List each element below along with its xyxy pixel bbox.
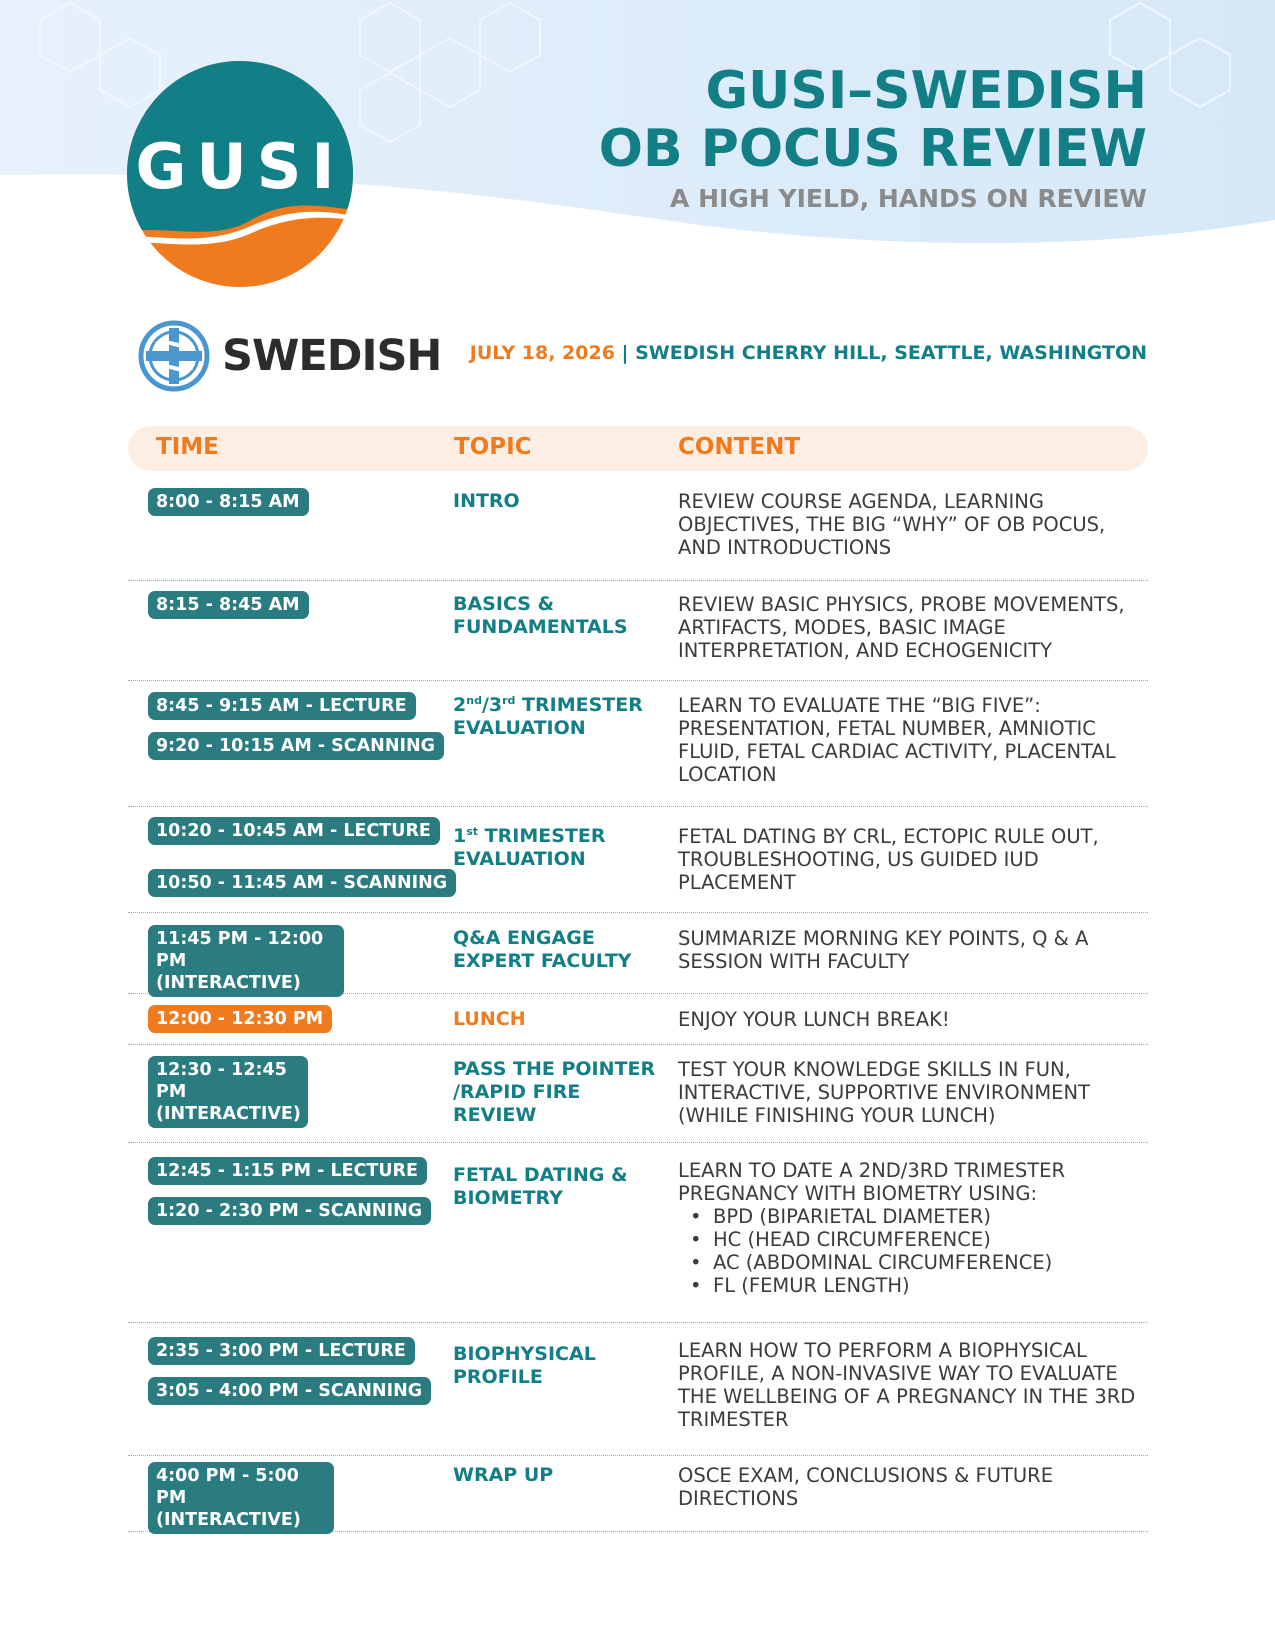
time-cell — [148, 1337, 431, 1405]
table-row — [128, 1157, 1148, 1323]
topic-cell: BIOPHYSICAL PROFILE — [453, 1343, 596, 1388]
topic-part: TRIMESTER EVALUATION — [453, 694, 643, 739]
table-row — [128, 925, 1148, 994]
time-cell — [148, 1157, 431, 1225]
biometry-list — [678, 1205, 1148, 1297]
table-row — [128, 1337, 1148, 1456]
gusi-logo-text: GUSI — [135, 130, 345, 203]
time-cell — [148, 1005, 332, 1033]
topic-superscript: nd — [466, 694, 482, 707]
event-info — [470, 342, 1147, 364]
table-header-row — [128, 426, 1148, 471]
content-cell: ENJOY YOUR LUNCH BREAK! — [678, 1008, 950, 1031]
topic-cell: Q&A ENGAGE EXPERT FACULTY — [453, 927, 632, 972]
topic-cell: PASS THE POINTER /RAPID FIRE REVIEW — [453, 1058, 656, 1126]
content-cell: TEST YOUR KNOWLEDGE SKILLS IN FUN, INTERACTIVE, SUPPORTIVE ENVIRONMENT (WHILE FINISHING YOUR LUNCH) — [678, 1058, 1090, 1127]
time-pill: 11:45 PM - 12:00 PM (INTERACTIVE) — [148, 925, 344, 997]
column-header-topic: TOPIC — [454, 434, 532, 460]
column-header-time: TIME — [156, 434, 219, 460]
table-row — [128, 591, 1148, 681]
topic-cell: INTRO — [453, 490, 520, 512]
title-line-1: GUSI–SWEDISH — [705, 61, 1147, 121]
list-item: • BPD (BIPARIETAL DIAMETER) — [678, 1205, 1148, 1228]
time-cell — [148, 925, 344, 997]
time-pill-scanning: 1:20 - 2:30 PM - SCANNING — [148, 1197, 431, 1225]
subtitle: A HIGH YIELD, HANDS ON REVIEW — [670, 184, 1147, 213]
content-cell — [678, 1159, 1148, 1297]
topic-part: TRIMESTER EVALUATION — [453, 825, 606, 870]
table-row — [128, 1056, 1148, 1143]
topic-superscript: st — [466, 825, 479, 838]
time-pill-scanning: 9:20 - 10:15 AM - SCANNING — [148, 732, 444, 760]
time-cell — [148, 591, 309, 619]
time-pill: 12:00 - 12:30 PM — [148, 1005, 332, 1033]
list-item: • FL (FEMUR LENGTH) — [678, 1274, 1148, 1297]
time-pill-lecture: 10:20 - 10:45 AM - LECTURE — [148, 817, 440, 845]
content-cell: FETAL DATING BY CRL, ECTOPIC RULE OUT, TROUBLESHOOTING, US GUIDED IUD PLACEMENT — [678, 825, 1099, 894]
time-pill: 8:00 - 8:15 AM — [148, 488, 309, 516]
time-pill-scanning: 3:05 - 4:00 PM - SCANNING — [148, 1377, 431, 1405]
topic-superscript: rd — [502, 694, 516, 707]
content-cell: LEARN TO EVALUATE THE “BIG FIVE”: PRESENTATION, FETAL NUMBER, AMNIOTIC FLUID, FETAL CARDIAC ACTIVITY, PLACENTAL LOCATION — [678, 694, 1116, 786]
topic-part: 1 — [453, 825, 467, 847]
event-location: SWEDISH CHERRY HILL, SEATTLE, WASHINGTON — [635, 342, 1147, 364]
time-pill: 4:00 PM - 5:00 PM (INTERACTIVE) — [148, 1462, 334, 1534]
topic-cell: FETAL DATING & BIOMETRY — [453, 1164, 628, 1209]
time-pill: 12:30 - 12:45 PM (INTERACTIVE) — [148, 1056, 308, 1128]
time-cell — [148, 817, 456, 897]
time-pill: 8:15 - 8:45 AM — [148, 591, 309, 619]
table-row — [128, 488, 1148, 581]
time-cell — [148, 692, 444, 760]
column-header-content: CONTENT — [678, 434, 801, 460]
time-cell — [148, 1462, 334, 1534]
time-pill-lecture: 2:35 - 3:00 PM - LECTURE — [148, 1337, 415, 1365]
topic-cell: BASICS & FUNDAMENTALS — [453, 593, 628, 638]
event-separator: | — [614, 342, 636, 364]
table-row — [128, 1462, 1148, 1532]
table-row — [128, 692, 1148, 807]
gusi-logo — [126, 60, 354, 288]
list-item: • AC (ABDOMINAL CIRCUMFERENCE) — [678, 1251, 1148, 1274]
time-pill-lecture: 8:45 - 9:15 AM - LECTURE — [148, 692, 416, 720]
content-cell: REVIEW BASIC PHYSICS, PROBE MOVEMENTS, ARTIFACTS, MODES, BASIC IMAGE INTERPRETATION, AND ECHOGENICITY — [678, 593, 1125, 662]
content-cell: REVIEW COURSE AGENDA, LEARNING OBJECTIVES, THE BIG “WHY” OF OB POCUS, AND INTRODUCTIONS — [678, 490, 1106, 559]
time-cell — [148, 488, 309, 516]
table-row — [128, 1005, 1148, 1045]
topic-part: 2 — [453, 694, 467, 716]
swedish-emblem-icon — [138, 320, 210, 392]
swedish-logo-text: SWEDISH — [222, 331, 442, 381]
time-cell — [148, 1056, 308, 1128]
content-cell: OSCE EXAM, CONCLUSIONS & FUTURE DIRECTIONS — [678, 1464, 1054, 1510]
event-date: JULY 18, 2026 — [469, 342, 615, 364]
topic-cell — [453, 825, 633, 871]
time-pill-lecture: 12:45 - 1:15 PM - LECTURE — [148, 1157, 427, 1185]
topic-cell — [453, 694, 653, 740]
swedish-logo — [138, 320, 441, 392]
table-row — [128, 817, 1148, 913]
time-pill-scanning: 10:50 - 11:45 AM - SCANNING — [148, 869, 456, 897]
list-item: • HC (HEAD CIRCUMFERENCE) — [678, 1228, 1148, 1251]
content-cell: LEARN HOW TO PERFORM A BIOPHYSICAL PROFILE, A NON-INVASIVE WAY TO EVALUATE THE WELLBEING OF A PREGNANCY IN THE 3RD TRIMESTER — [678, 1339, 1136, 1431]
topic-part: /3 — [481, 694, 503, 716]
topic-cell: WRAP UP — [453, 1464, 554, 1486]
title-line-2: OB POCUS REVIEW — [598, 119, 1147, 179]
topic-cell: LUNCH — [453, 1008, 526, 1030]
content-cell: SUMMARIZE MORNING KEY POINTS, Q & A SESSION WITH FACULTY — [678, 927, 1089, 973]
content-text: LEARN TO DATE A 2ND/3RD TRIMESTER PREGNANCY WITH BIOMETRY USING: — [678, 1159, 1066, 1205]
title-block — [599, 62, 1147, 216]
